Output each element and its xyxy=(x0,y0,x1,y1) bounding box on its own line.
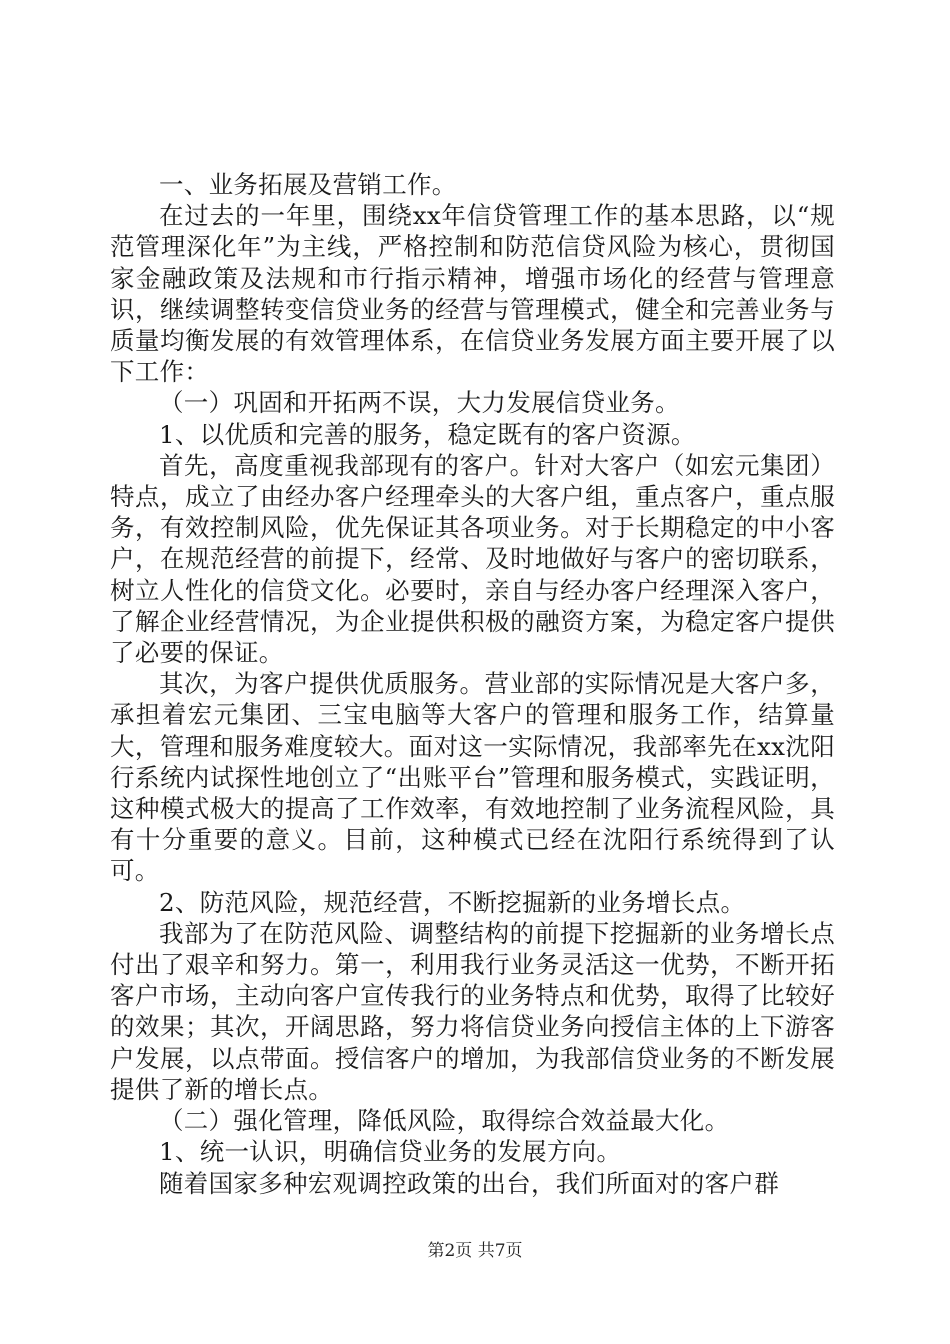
document-body xyxy=(110,169,835,1199)
page-footer: 第2页 共7页 xyxy=(427,1241,523,1261)
body-paragraph: 首先，高度重视我部现有的客户。针对大客户（如宏元集团）特点，成立了由经办客户经理牵头的大客户组，重点客户，重点服务，有效控制风险，优先保证其各项业务。对于长期稳定的中小客户，在规范经营的前提下，经常、及时地做好与客户的密切联系，树立人性化的信贷文化。必要时，亲自与经办客户经理深入客户，了解企业经营情况，为企业提供积极的融资方案，为稳定客户提供了必要的保证。 xyxy=(110,450,835,668)
body-paragraph: 在过去的一年里，围绕xx年信贷管理工作的基本思路，以“规范管理深化年”为主线，严格控制和防范信贷风险为核心，贯彻国家金融政策及法规和市行指示精神，增强市场化的经营与管理意识，继续调整转变信贷业务的经营与管理模式，健全和完善业务与质量均衡发展的有效管理体系，在信贷业务发展方面主要开展了以下工作： xyxy=(110,201,835,387)
subsection-heading: （二）强化管理，降低风险，取得综合效益最大化。 xyxy=(159,1106,730,1136)
item-heading: 1、以优质和完善的服务，稳定既有的客户资源。 xyxy=(159,419,696,449)
body-paragraph: 其次，为客户提供优质服务。营业部的实际情况是大客户多，承担着宏元集团、三宝电脑等大客户的管理和服务工作，结算量大，管理和服务难度较大。面对这一实际情况，我部率先在xx沈阳行系统内试探性地创立了“出账平台”管理和服务模式，实践证明，这种模式极大的提高了工作效率，有效地控制了业务流程风险，具有十分重要的意义。目前，这种模式已经在沈阳行系统得到了认可。 xyxy=(110,669,835,886)
body-paragraph: 随着国家多种宏观调控政策的出台，我们所面对的客户群 xyxy=(159,1168,779,1198)
subsection-heading: （一）巩固和开拓两不误，大力发展信贷业务。 xyxy=(159,388,680,418)
section-heading: 一、业务拓展及营销工作。 xyxy=(159,170,457,199)
item-heading: 1、统一认识，明确信贷业务的发展方向。 xyxy=(159,1137,622,1167)
body-paragraph: 我部为了在防范风险、调整结构的前提下挖掘新的业务增长点付出了艰辛和努力。第一，利用我行业务灵活这一优势，不断开拓客户市场，主动向客户宣传我行的业务特点和优势，取得了比较好的效果；其次，开阔思路，努力将信贷业务向授信主体的上下游客户发展，以点带面。授信客户的增加，为我部信贷业务的不断发展提供了新的增长点。 xyxy=(110,918,835,1104)
item-heading: 2、防范风险，规范经营，不断挖掘新的业务增长点。 xyxy=(159,887,746,917)
